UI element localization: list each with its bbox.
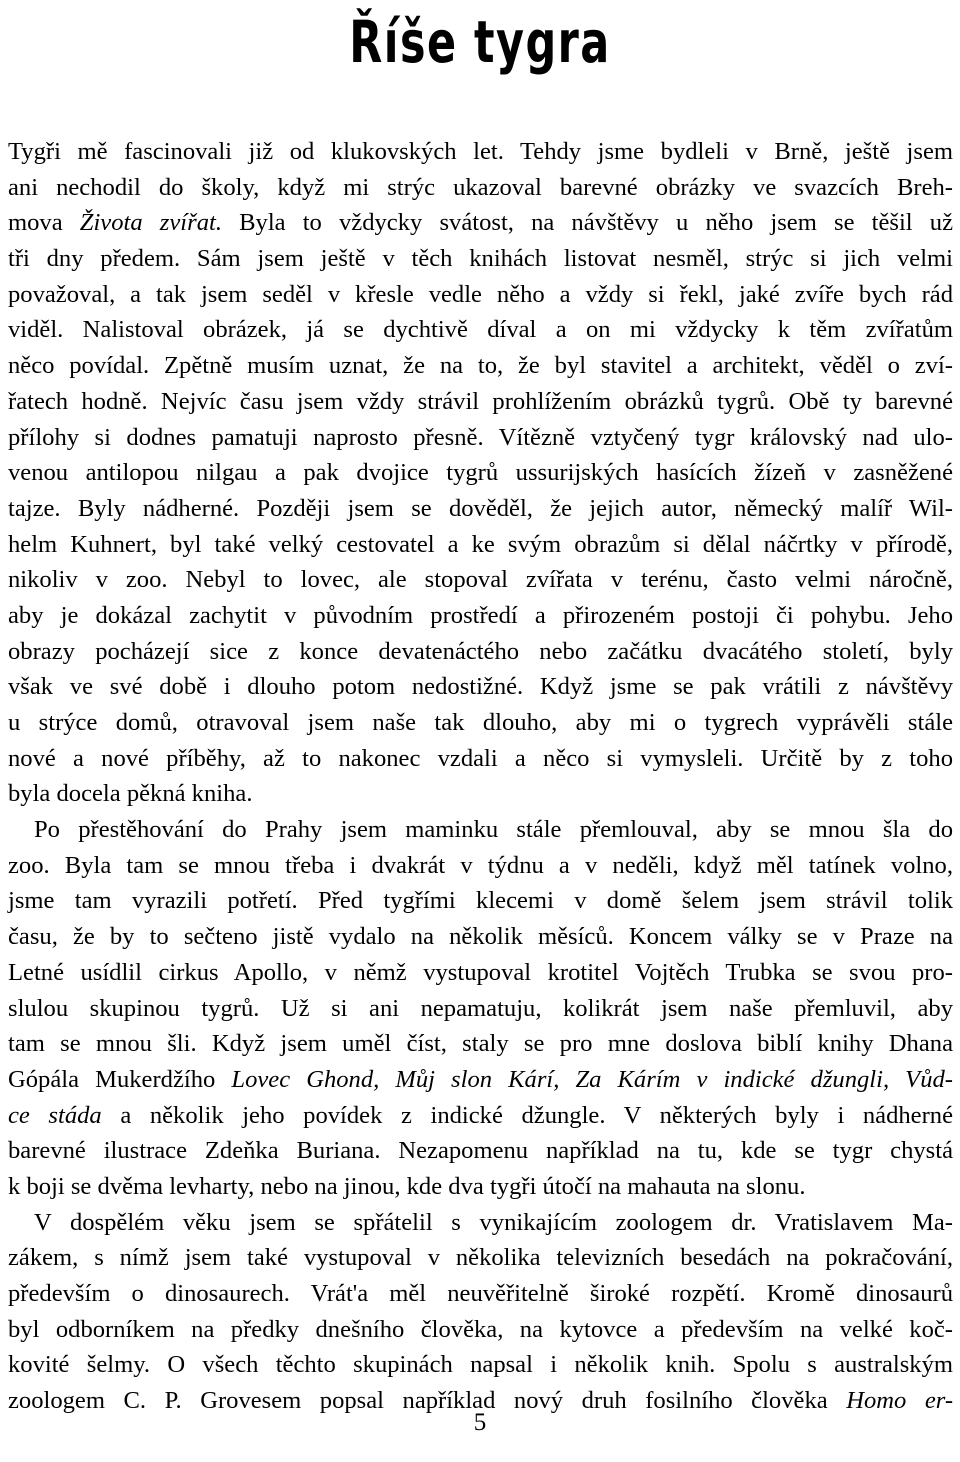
text-line bbox=[8, 491, 953, 527]
text-line bbox=[8, 1240, 953, 1276]
text-line bbox=[8, 348, 953, 384]
text-line bbox=[8, 241, 953, 277]
text-line bbox=[8, 1205, 953, 1241]
text-run: Po přestěhování do Prahy jsem maminku stále přemlouval, aby se mnou šla do bbox=[34, 816, 953, 844]
text-line bbox=[8, 1098, 953, 1134]
text-run: něco povídal. Zpětně musím uznat, že na to, že byl stavitel a architekt, věděl o zví- bbox=[8, 352, 953, 380]
text-line bbox=[8, 919, 953, 955]
text-line bbox=[8, 1276, 953, 1312]
text-run: tři dny předem. Sám jsem ještě v těch knihách listovat nesměl, strýc si jich velmi bbox=[8, 245, 953, 273]
text-line bbox=[8, 883, 953, 919]
text-line bbox=[8, 384, 953, 420]
text-run: Letné usídlil cirkus Apollo, v němž vystupoval krotitel Vojtěch Trubka se svou pro- bbox=[8, 958, 953, 986]
text-line bbox=[8, 170, 953, 206]
text-run: tam se mnou šli. Když jsem uměl číst, staly se pro mne doslova biblí knihy Dhana bbox=[8, 1030, 953, 1058]
text-run: řatech hodně. Nejvíc času jsem vždy strávil prohlížením obrázků tygrů. Obě ty barevné bbox=[8, 387, 953, 415]
text-run: byla docela pěkná kniha. bbox=[8, 780, 253, 808]
text-run: byl odborníkem na předky dnešního člověka, na kytovce a především na velké koč- bbox=[8, 1315, 953, 1343]
text-run: V dospělém věku jsem se spřátelil s vynikajícím zoologem dr. Vratislavem Ma- bbox=[34, 1208, 953, 1236]
text-run: viděl. Nalistoval obrázek, já se dychtivě díval a on mi vždycky k těm zvířatům bbox=[8, 316, 953, 344]
italic-title: Homo er- bbox=[846, 1387, 954, 1415]
text-line bbox=[8, 312, 953, 348]
text-run: u strýce domů, otravoval jsem naše tak dlouho, aby mi o tygrech vyprávěli stále bbox=[8, 709, 953, 736]
text-run: přílohy si dodnes pamatuji naprosto přesně. Vítězně vztyčený tygr královský nad ulo- bbox=[8, 423, 953, 451]
text-run: tajze. Byly nádherné. Později jsem se dověděl, že jejich autor, německý malíř Wil- bbox=[8, 494, 953, 522]
text-run: především o dinosaurech. Vrát'a měl neuvěřitelně široké rozpětí. Kromě dinosaurů bbox=[8, 1280, 953, 1307]
text-run: aby je dokázal zachytit v původním prostředí a přirozeném postoji či pohybu. Jeho bbox=[8, 601, 953, 629]
text-line bbox=[8, 598, 953, 634]
text-line bbox=[8, 1026, 953, 1062]
text-line bbox=[8, 134, 953, 170]
text-line bbox=[8, 527, 953, 563]
body-text bbox=[8, 134, 953, 1419]
italic-title: ce stáda bbox=[8, 1101, 102, 1129]
text-run: však ve své době i dlouho potom nedostižné. Když jsme se pak vrátili z návštěvy bbox=[8, 673, 953, 701]
text-run: času, že by to sečteno jistě vydalo na několik měsíců. Koncem války se v Praze na bbox=[8, 923, 953, 951]
text-line bbox=[8, 848, 953, 884]
text-run: Gópála Mukerdžího bbox=[8, 1065, 232, 1093]
text-run: jsme tam vyrazili potřetí. Před tygřími klecemi v domě šelem jsem strávil tolik bbox=[8, 887, 953, 915]
text-line bbox=[8, 991, 953, 1027]
page-number: 5 bbox=[473, 1409, 487, 1436]
text-line bbox=[8, 705, 953, 741]
text-line bbox=[8, 420, 953, 456]
text-line bbox=[8, 812, 953, 848]
text-run: mova bbox=[8, 209, 80, 237]
text-run: považoval, a tak jsem seděl v křesle vedle něho a vždy si řekl, jaké zvíře bych rád bbox=[8, 280, 953, 308]
italic-title: Lovec Ghond, Můj slon Kárí, Za Kárím v indické džungli, Vůd- bbox=[231, 1065, 953, 1093]
text-run: kovité šelmy. O všech těchto skupinách napsal i několik knih. Spolu s australským bbox=[8, 1351, 953, 1379]
text-run: zákem, s nímž jsem také vystupoval v několika televizních besedách na pokračování, bbox=[8, 1244, 953, 1272]
text-line bbox=[8, 955, 953, 991]
italic-title: Života zvířat. bbox=[79, 209, 222, 237]
text-line bbox=[8, 1133, 953, 1169]
text-run: k boji se dvěma levharty, nebo na jinou, kde dva tygři útočí na mahauta na slonu. bbox=[8, 1172, 806, 1200]
text-run: ani nechodil do školy, když mi strýc ukazoval barevné obrázky ve svazcích Breh- bbox=[8, 173, 953, 201]
text-line bbox=[8, 741, 953, 777]
text-run: Tygři mě fascinovali již od klukovských let. Tehdy jsme bydleli v Brně, ještě jsem bbox=[8, 138, 953, 165]
chapter-title: Říše tygra bbox=[349, 8, 611, 76]
text-run: zoologem C. P. Grovesem popsal například nový druh fosilního člověka bbox=[8, 1387, 847, 1415]
text-run: helm Kuhnert, byl také velký cestovatel a ke svým obrazům si dělal náčrtky v přírodě, bbox=[8, 530, 953, 558]
text-line bbox=[8, 1312, 953, 1348]
text-run: barevné ilustrace Zdeňka Buriana. Nezapomenu například na tu, kde se tygr chystá bbox=[8, 1137, 953, 1165]
text-run: venou antilopou nilgau a pak dvojice tygrů ussurijských hasících žízeň v zasněžené bbox=[8, 459, 953, 487]
text-run: a několik jeho povídek z indické džungle. V některých byly i nádherné bbox=[101, 1101, 954, 1129]
text-run: obrazy pocházejí sice z konce devatenáctého nebo začátku dvacátého století, byly bbox=[8, 637, 953, 665]
text-line bbox=[8, 1062, 953, 1098]
text-run: slulou skupinou tygrů. Už si ani nepamatuju, kolikrát jsem naše přemluvil, aby bbox=[8, 994, 953, 1022]
text-line bbox=[8, 1169, 953, 1205]
text-line bbox=[8, 562, 953, 598]
text-line bbox=[8, 455, 953, 491]
text-run: zoo. Byla tam se mnou třeba i dvakrát v týdnu a v neděli, když měl tatínek volno, bbox=[8, 851, 953, 879]
text-line bbox=[8, 634, 953, 670]
text-run: Byla to vždycky svátost, na návštěvy u něho jsem se těšil už bbox=[221, 209, 953, 237]
text-line bbox=[8, 277, 953, 313]
text-line bbox=[8, 776, 953, 812]
text-line bbox=[8, 669, 953, 705]
text-run: nikoliv v zoo. Nebyl to lovec, ale stopoval zvířata v terénu, často velmi náročně, bbox=[8, 566, 953, 594]
text-line bbox=[8, 205, 953, 241]
text-run: nové a nové příběhy, až to nakonec vzdali a něco si vymysleli. Určitě by z toho bbox=[8, 744, 953, 772]
text-line bbox=[8, 1347, 953, 1383]
